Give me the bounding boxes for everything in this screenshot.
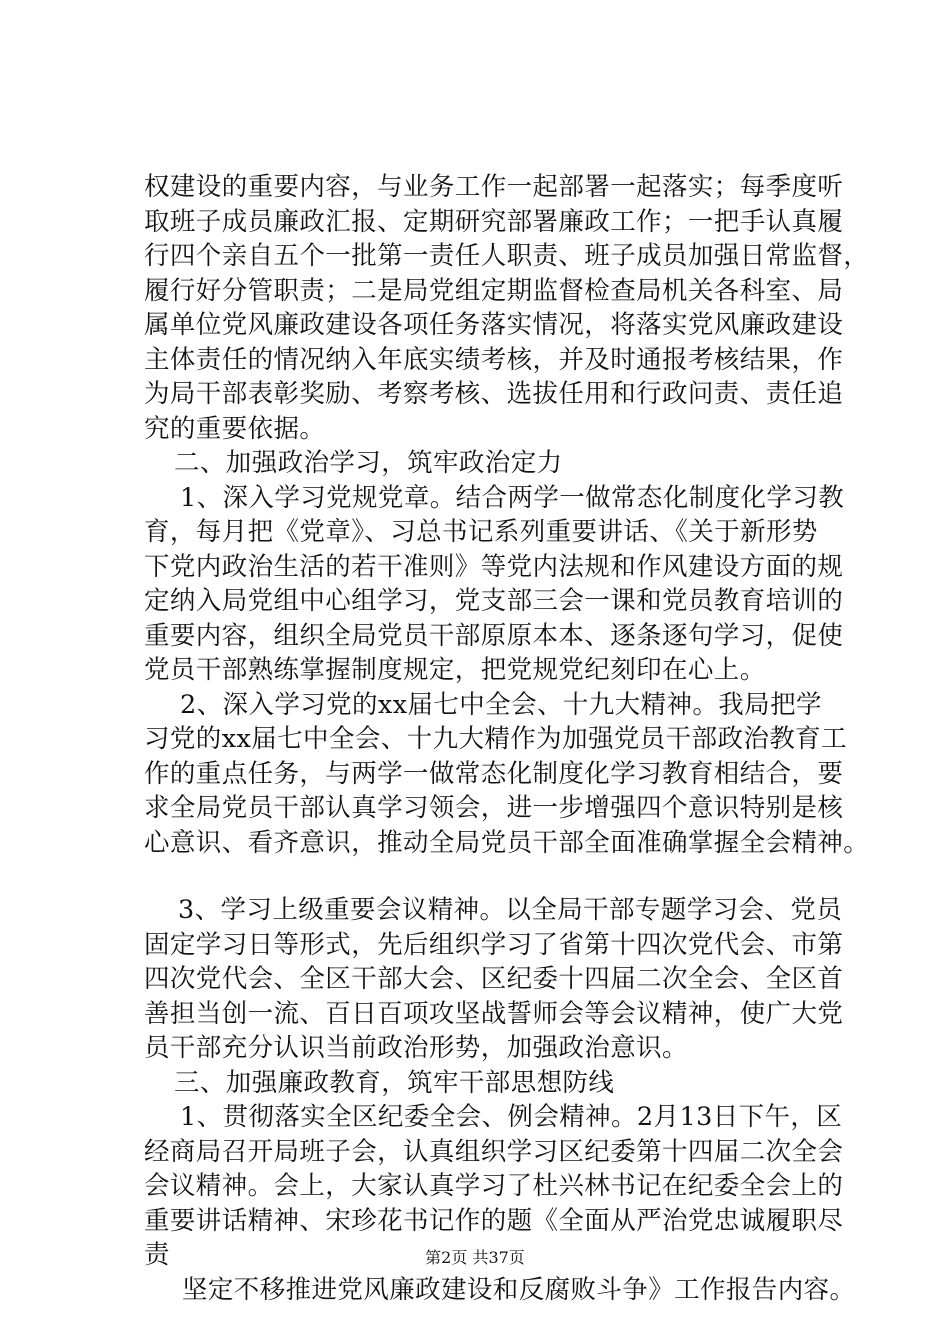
text-line: 作的重点任务，与两学一做常态化制度化学习教育相结合，要	[144, 758, 844, 789]
text-line: 责	[144, 1240, 170, 1270]
text-line: 心意识、看齐意识，推动全局党员干部全面准确掌握全会精神。	[144, 827, 870, 858]
text-line: 三、加强廉政教育，筑牢干部思想防线	[174, 1067, 615, 1098]
text-line: 取班子成员廉政汇报、定期研究部署廉政工作；一把手认真履	[144, 206, 844, 237]
paragraph-gap	[144, 860, 858, 893]
text-line: 下党内政治生活的若干准则》等党内法规和作风建设方面的规	[144, 551, 844, 582]
text-line: 2、深入学习党的xx届七中全会、十九大精神。我局把学	[180, 689, 822, 720]
text-line: 经商局召开局班子会，认真组织学习区纪委第十四届二次全会	[144, 1136, 844, 1167]
text-line: 1、贯彻落实全区纪委全会、例会精神。2月13日下午，区	[180, 1102, 843, 1132]
text-line: 重要内容，组织全局党员干部原原本本、逐条逐句学习，促使	[144, 620, 844, 651]
text-line: 求全局党员干部认真学习领会，进一步增强四个意识特别是核	[144, 793, 844, 823]
text-line: 3、学习上级重要会议精神。以全局干部专题学习会、党员	[178, 895, 843, 925]
text-line: 主体责任的情况纳入年底实绩考核，并及时通报考核结果，作	[144, 344, 844, 375]
text-line: 党员干部熟练掌握制度规定，把党规党纪刻印在心上。	[144, 655, 766, 685]
text-line: 会议精神。会上，大家认真学习了杜兴林书记在纪委全会上的	[144, 1171, 844, 1201]
text-line: 坚定不移推进党风廉政建设和反腐败斗争》工作报告内容。	[182, 1274, 856, 1305]
text-line: 四次党代会、全区干部大会、区纪委十四届二次全会、全区首	[144, 964, 844, 994]
page-number: 第2页 共37页	[425, 1248, 525, 1267]
text-line: 属单位党风廉政建设各项任务落实情况，将落实党风廉政建设	[144, 310, 844, 340]
text-line: 权建设的重要内容，与业务工作一起部署一起落实；每季度听	[144, 172, 844, 202]
page-footer	[0, 1248, 950, 1268]
text-line: 1、深入学习党规党章。结合两学一做常态化制度化学习教	[180, 482, 845, 513]
text-line: 二、加强政治学习，筑牢政治定力	[174, 448, 563, 478]
text-line: 育，每月把《党章》、习总书记系列重要讲话、《关于新形势	[144, 517, 818, 547]
document-body	[144, 170, 870, 1307]
text-line: 行四个亲自五个一批第一责任人职责、班子成员加强日常监督，	[144, 241, 870, 271]
text-line: 究的重要依据。	[144, 413, 326, 444]
text-line: 重要讲话精神、宋珍花书记作的题《全面从严治党忠诚履职尽	[144, 1205, 844, 1236]
text-line: 员干部充分认识当前政治形势，加强政治意识。	[144, 1033, 688, 1063]
text-line: 为局干部表彰奖励、考察考核、选拔任用和行政问责、责任追	[144, 379, 844, 409]
text-line: 习党的xx届七中全会、十九大精作为加强党员干部政治教育工	[144, 724, 847, 754]
text-line: 履行好分管职责；二是局党组定期监督检查局机关各科室、局	[144, 275, 844, 306]
text-line: 善担当创一流、百日百项攻坚战誓师会等会议精神，使广大党	[144, 998, 844, 1029]
text-line: 固定学习日等形式，先后组织学习了省第十四次党代会、市第	[144, 929, 844, 960]
text-line: 定纳入局党组中心组学习，党支部三会一课和党员教育培训的	[144, 586, 844, 616]
